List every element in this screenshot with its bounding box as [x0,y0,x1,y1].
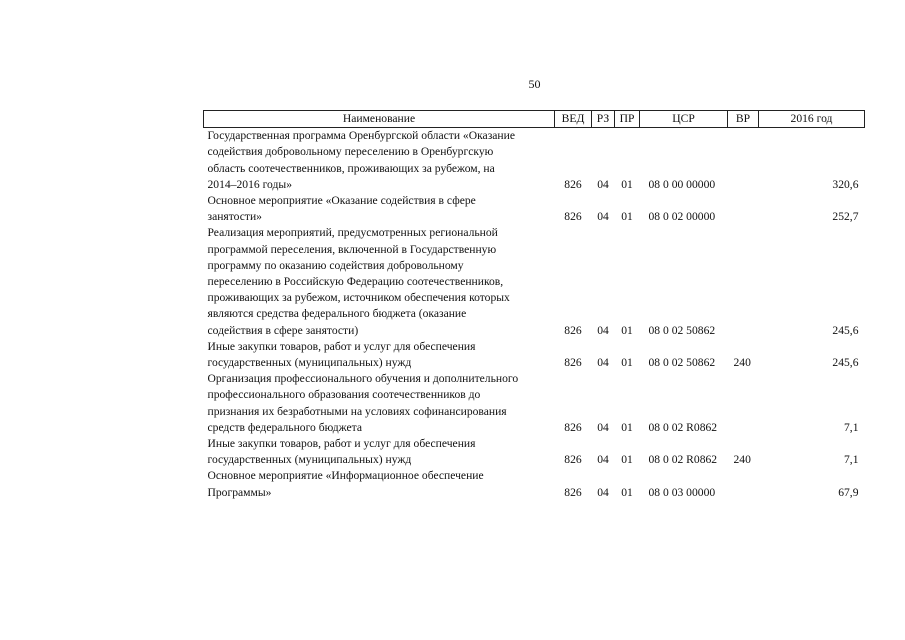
row-vr: 240 [733,453,751,467]
row-name [204,371,555,436]
row-amount: 67,9 [838,485,859,499]
row-name-line: проживающих за рубежом, источником обеспечения которых [207,291,510,305]
row-pr: 01 [621,177,633,191]
row-rz: 04 [597,485,609,499]
row-pr: 01 [621,420,633,434]
row-rz: 04 [597,420,609,434]
row-name [204,193,555,225]
row-pr: 01 [621,210,633,224]
row-name-line: Организация профессионального обучения и дополнительного [207,372,519,386]
page-number: 50 [528,77,541,91]
column-header-rz: РЗ [592,111,615,128]
row-pr: 01 [621,485,633,499]
row-name-line: признания их безработными на условиях софинансирования [207,404,507,418]
row-amount: 7,1 [844,420,859,434]
row-rz: 04 [597,177,609,191]
row-name-line: область соотечественников, проживающих за рубежом, на [207,161,495,175]
budget-table [203,110,865,501]
row-ved: 826 [564,453,582,467]
row-rz: 04 [597,453,609,467]
table-row [204,468,865,500]
row-name [204,128,555,193]
row-name-line: Основное мероприятие «Информационное обеспечение [207,469,484,483]
row-ved: 826 [564,323,582,337]
column-header-vr: ВР [728,111,759,128]
row-name-line: 2014–2016 годы» [207,177,292,191]
row-csr: 08 0 02 50862 [648,323,716,337]
row-vr: 240 [733,356,751,370]
row-vr [728,225,759,338]
column-header-year: 2016 год [759,111,865,128]
row-ved: 826 [564,210,582,224]
row-name-line: профессионального образования соотечественников до [207,388,481,402]
row-ved: 826 [564,485,582,499]
row-name-line: Иные закупки товаров, работ и услуг для обеспечения [207,437,476,451]
row-csr: 08 0 02 00000 [648,210,716,224]
row-pr: 01 [621,323,633,337]
row-amount: 252,7 [832,210,859,224]
row-name-line: Иные закупки товаров, работ и услуг для обеспечения [207,339,476,353]
row-csr: 08 0 00 00000 [648,177,716,191]
row-pr: 01 [621,356,633,370]
row-amount: 320,6 [832,177,859,191]
row-vr [728,468,759,500]
row-name [204,436,555,468]
row-csr: 08 0 02 R0862 [648,420,718,434]
row-rz: 04 [597,323,609,337]
row-amount: 245,6 [832,323,859,337]
row-pr: 01 [621,453,633,467]
row-name [204,225,555,338]
row-name-line: переселению в Российскую Федерацию соотечественников, [207,275,504,289]
row-name-line: Программы» [207,485,272,499]
column-header-name: Наименование [204,111,555,128]
table-row [204,128,865,193]
row-name-line: являются средства федерального бюджета (оказание [207,307,467,321]
row-name [204,468,555,500]
row-csr: 08 0 03 00000 [648,485,716,499]
row-csr: 08 0 02 R0862 [648,453,718,467]
row-rz: 04 [597,356,609,370]
row-vr [728,193,759,225]
table-row [204,436,865,468]
row-name-line: программой переселения, включенной в Государственную [207,242,497,256]
row-ved: 826 [564,420,582,434]
row-name-line: средств федерального бюджета [207,420,362,434]
row-name-line: содействия добровольному переселению в Оренбургскую [207,145,494,159]
row-rz: 04 [597,210,609,224]
row-vr [728,128,759,193]
row-name-line: занятости» [207,210,262,224]
row-name-line: программу по оказанию содействия добровольному [207,258,464,272]
row-name-line: Государственная программа Оренбургской области «Оказание [207,129,515,143]
row-amount: 7,1 [844,453,859,467]
table-row [204,225,865,338]
row-vr [728,371,759,436]
row-ved: 826 [564,177,582,191]
row-name-line: государственных (муниципальных) нужд [207,356,412,370]
row-name-line: содействия в сфере занятости) [207,323,359,337]
table-row [204,371,865,436]
row-name-line: государственных (муниципальных) нужд [207,453,412,467]
row-ved: 826 [564,356,582,370]
row-name [204,339,555,371]
column-header-ved: ВЕД [555,111,592,128]
row-name-line: Основное мероприятие «Оказание содействия в сфере [207,194,476,208]
table-row [204,193,865,225]
table-body [204,128,865,501]
column-header-csr: ЦСР [640,111,728,128]
table-row [204,339,865,371]
row-amount: 245,6 [832,356,859,370]
table-header-row [204,111,865,128]
column-header-pr: ПР [615,111,640,128]
row-name-line: Реализация мероприятий, предусмотренных региональной [207,226,498,240]
row-csr: 08 0 02 50862 [648,356,716,370]
